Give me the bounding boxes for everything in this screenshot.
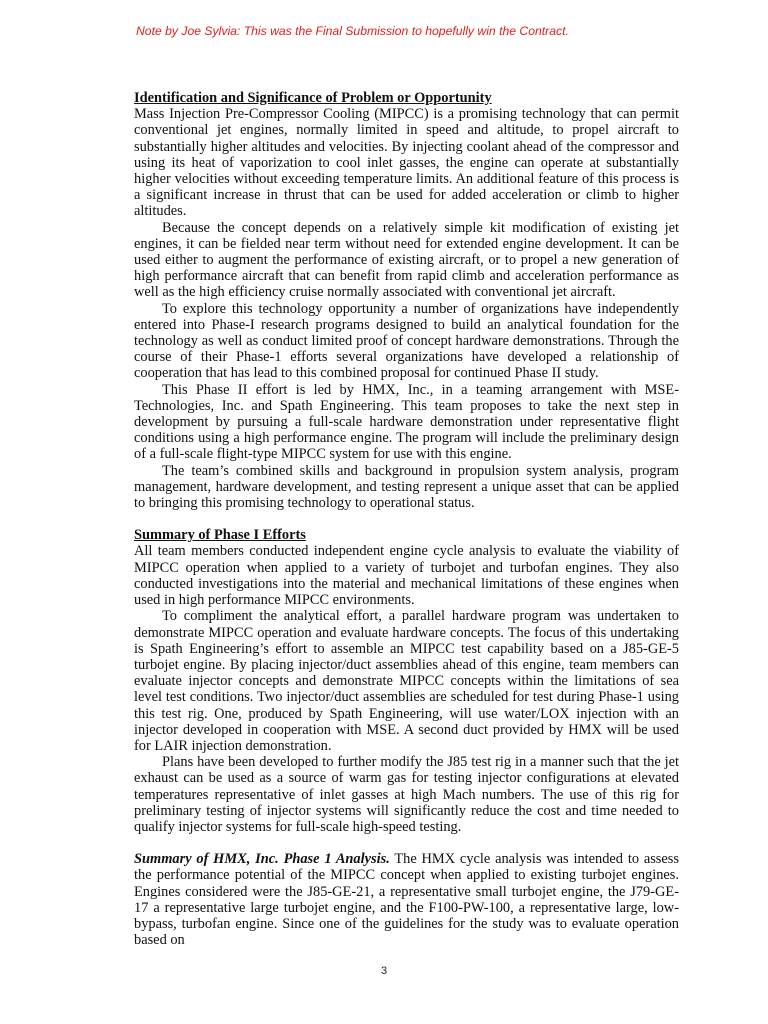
paragraph: To compliment the analytical effort, a parallel hardware program was undertaken to demonstrate MIPCC operation and evaluate hardware concepts. The focus of this undertaking is Spath Engineering’s effort to assemble an MIPCC test capability based on a J85-GE-5 turbojet engine. By placing injector/duct assemblies ahead of this engine, team members can evaluate injector concepts and demonstrate MIPCC concepts within the limitations of sea level test conditions. Two injector/duct assemblies are scheduled for test during Phase-1 using this test rig. One, produced by Spath Engineering, will use water/LOX injection with an injector developed in cooperation with MSE. A second duct provided by HMX will be used for LAIR injection demonstration. bbox=[134, 608, 679, 754]
paragraph: This Phase II effort is led by HMX, Inc., in a teaming arrangement with MSE-Technologies, Inc. and Spath Engineering. This team proposes to take the next step in development by pursuing a full-scale hardware demonstration under representative flight conditions using a high performance engine. The program will include the preliminary design of a full-scale flight-type MIPCC system for use with this engine. bbox=[134, 381, 679, 463]
editor-note: Note by Joe Sylvia: This was the Final Submission to hopefully win the Contract. bbox=[136, 24, 569, 38]
paragraph-text: The HMX cycle analysis was intended to assess the performance potential of the MIPCC concept when applied to existing turbojet engines. Engines considered were the J85-GE-21, a representative small turbojet engine, the J79-GE-17 a representative large turbojet engine, and the F100-PW-100, a representative large, low-bypass, turbofan engine. Since one of the guidelines for the study was to evaluate operation based on bbox=[134, 851, 679, 949]
paragraph: To explore this technology opportunity a number of organizations have independently entered into Phase-I research programs designed to build an analytical foundation for the technology as well as conduct limited proof of concept hardware demonstrations. Through the course of their Phase-1 efforts several organizations have developed a relationship of cooperation that has lead to this combined proposal for continued Phase II study. bbox=[134, 300, 679, 382]
page-number: 3 bbox=[380, 965, 388, 977]
paragraph: Mass Injection Pre-Compressor Cooling (MIPCC) is a promising technology that can permit conventional jet engines, normally limited in speed and altitude, to propel aircraft to substantially higher altitudes and velocities. By injecting coolant ahead of the compressor and using its heat of vaporization to cool inlet gasses, the engine can operate at substantially higher velocities without exceeding temperature limits. An additional feature of this process is a significant increase in thrust that can be used for added acceleration or climb to higher altitudes. bbox=[134, 106, 679, 220]
paragraph-hmx-analysis bbox=[134, 851, 679, 948]
section-heading-phase-i-summary: Summary of Phase I Efforts bbox=[134, 527, 306, 544]
paragraph: All team members conducted independent engine cycle analysis to evaluate the viability of MIPCC operation when applied to a variety of turbojet and turbofan engines. They also conducted investigations into the material and mechanical limitations of these engines when used in high performance MIPCC environments. bbox=[134, 543, 679, 609]
paragraph: The team’s combined skills and background in propulsion system analysis, program management, hardware development, and testing represent a unique asset that can be applied to bringing this promising technology to operational status. bbox=[134, 462, 679, 512]
section-heading-identification: Identification and Significance of Problem or Opportunity bbox=[134, 90, 492, 106]
runin-heading: Summary of HMX, Inc. Phase 1 Analysis. bbox=[134, 851, 390, 868]
paragraph: Plans have been developed to further modify the J85 test rig in a manner such that the jet exhaust can be used as a source of warm gas for testing injector configurations at elevated temperatures representative of inlet gasses at high Mach numbers. The use of this rig for preliminary testing of injector systems will significantly reduce the cost and time needed to qualify injector systems for full-scale high-speed testing. bbox=[134, 754, 679, 835]
paragraph: Because the concept depends on a relatively simple kit modification of existing jet engines, it can be fielded near term without need for extended engine development. It can be used either to augment the performance of existing aircraft, or to propel a new generation of high performance aircraft that can benefit from rapid climb and acceleration performance as well as the high efficiency cruise normally associated with conventional jet aircraft. bbox=[134, 219, 679, 301]
document-body bbox=[134, 90, 679, 948]
